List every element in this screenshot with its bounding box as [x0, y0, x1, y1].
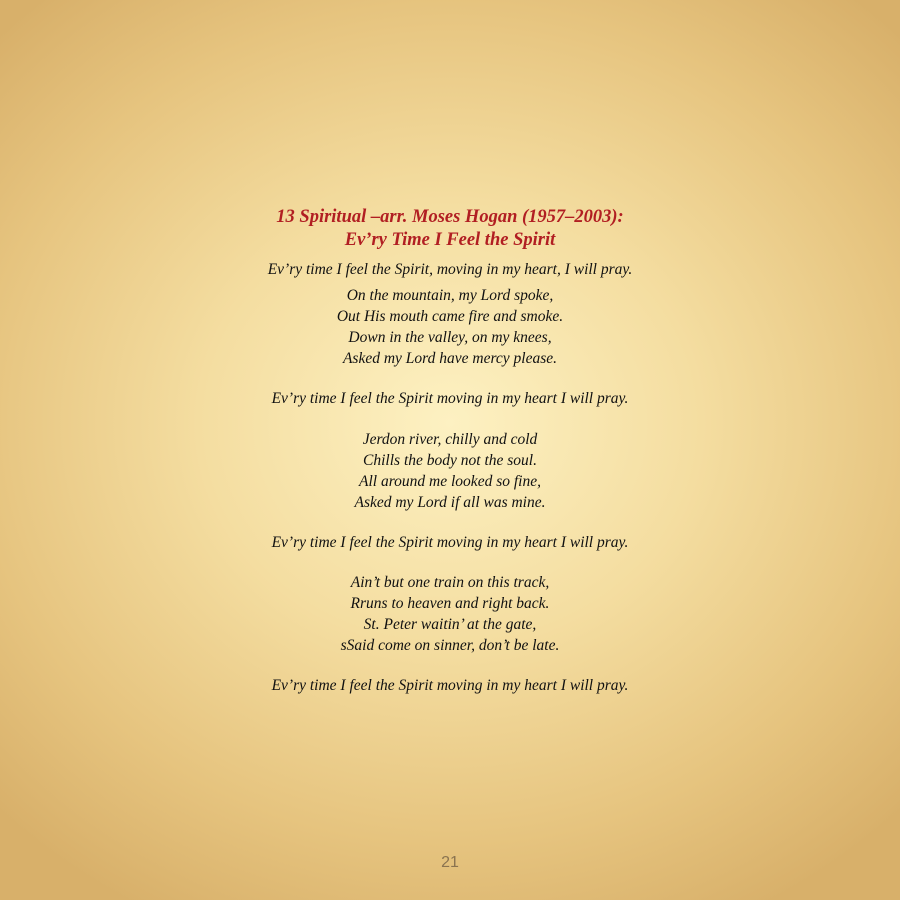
- verse2-line2: Chills the body not the soul.: [363, 452, 537, 469]
- verse1-line4: Asked my Lord have mercy please.: [342, 350, 558, 367]
- verse3-line1: Ain’t but one train on this track,: [350, 574, 550, 591]
- verse3-line4: sSaid come on sinner, don’t be late.: [340, 637, 560, 654]
- piece-title-name: Ev’ry Time I Feel the Spirit: [344, 230, 556, 250]
- lyric-intro: Ev’ry time I feel the Spirit, moving in my heart, I will pray.: [267, 261, 633, 278]
- page-number: 21: [441, 854, 459, 871]
- verse1-line1: On the mountain, my Lord spoke,: [346, 287, 554, 304]
- refrain-2: Ev’ry time I feel the Spirit moving in my heart I will pray.: [271, 534, 629, 551]
- refrain-3: Ev’ry time I feel the Spirit moving in my heart I will pray.: [271, 677, 629, 694]
- verse2-line3: All around me looked so fine,: [359, 473, 541, 490]
- verse3-line3: St. Peter waitin’ at the gate,: [363, 616, 537, 633]
- verse1-line2: Out His mouth came fire and smoke.: [336, 308, 564, 325]
- verse2-line1: Jerdon river, chilly and cold: [362, 431, 538, 448]
- piece-title-composer: 13 Spiritual –arr. Moses Hogan (1957–2003):: [276, 207, 624, 227]
- refrain-1: Ev’ry time I feel the Spirit moving in my heart I will pray.: [271, 390, 629, 407]
- verse2-line4: Asked my Lord if all was mine.: [354, 494, 546, 511]
- verse1-line3: Down in the valley, on my knees,: [348, 329, 552, 346]
- verse3-line2: Rruns to heaven and right back.: [350, 595, 550, 612]
